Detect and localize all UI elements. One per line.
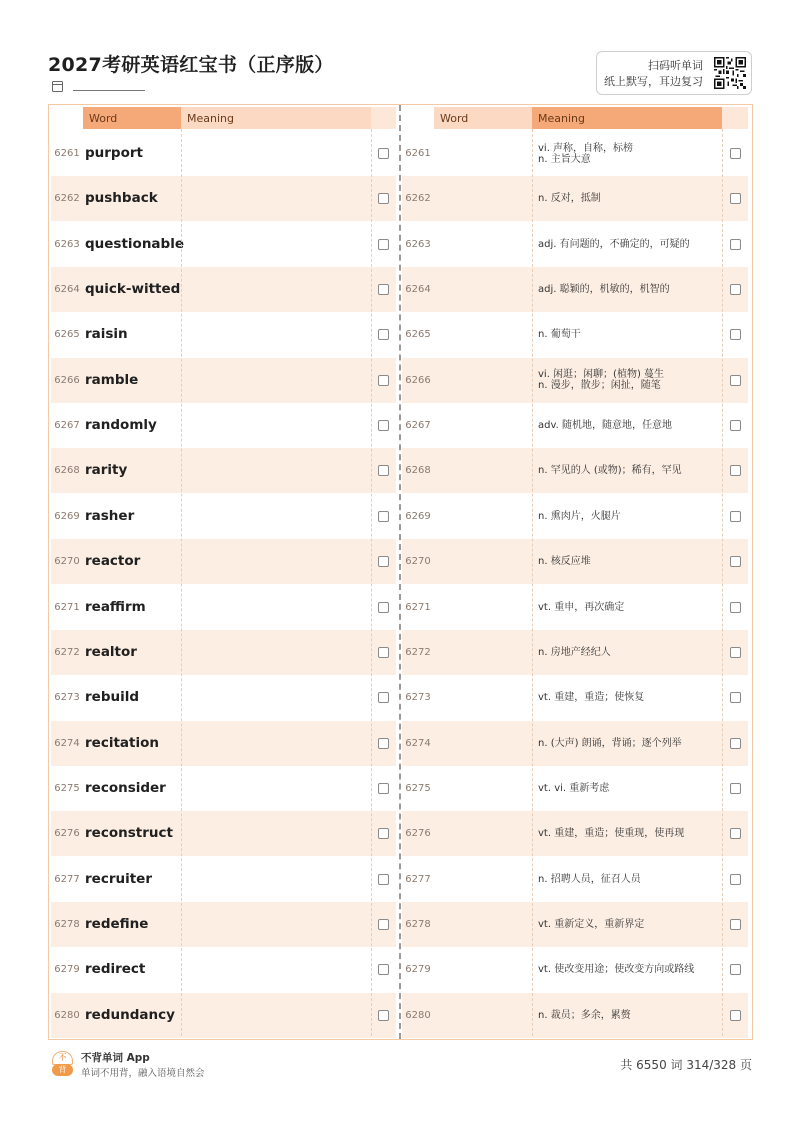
word-blank[interactable] bbox=[434, 403, 532, 448]
word-blank[interactable] bbox=[434, 675, 532, 720]
meaning-text: vt. 重申，再次确定 bbox=[538, 601, 625, 613]
table-row bbox=[51, 993, 396, 1038]
column-separator bbox=[532, 129, 533, 1036]
meaning-text: vt. 使改变用途；使改变方向或路线 bbox=[538, 964, 695, 976]
row-checkbox[interactable] bbox=[730, 329, 741, 340]
word-blank[interactable] bbox=[434, 267, 532, 312]
word-text: reconstruct bbox=[85, 825, 173, 842]
row-number: 6270 bbox=[54, 556, 80, 568]
word-blank[interactable] bbox=[434, 857, 532, 902]
meaning-blank[interactable] bbox=[181, 448, 371, 493]
table-row bbox=[51, 222, 396, 267]
table-row bbox=[402, 448, 748, 493]
word-blank[interactable] bbox=[434, 721, 532, 766]
row-number: 6267 bbox=[405, 420, 431, 432]
meaning-text: n. 罕见的人 (或物)；稀有，罕见 bbox=[538, 465, 682, 477]
row-number: 6275 bbox=[54, 782, 80, 794]
row-number: 6274 bbox=[54, 737, 80, 749]
meaning-blank[interactable] bbox=[181, 222, 371, 267]
table-row bbox=[51, 585, 396, 630]
row-checkbox[interactable] bbox=[378, 420, 389, 431]
row-checkbox[interactable] bbox=[730, 647, 741, 658]
word-column-panel bbox=[51, 105, 396, 1039]
table-row bbox=[402, 902, 748, 947]
meaning-blank[interactable] bbox=[181, 675, 371, 720]
qr-panel bbox=[596, 51, 752, 95]
table-row bbox=[51, 267, 396, 312]
meaning-text: vi. 声称，自称，标榜 n. 主旨大意 bbox=[538, 142, 634, 165]
word-blank[interactable] bbox=[434, 630, 532, 675]
meaning-text: n. 反对，抵制 bbox=[538, 193, 601, 205]
word-text: reconsider bbox=[85, 779, 166, 796]
row-checkbox[interactable] bbox=[378, 647, 389, 658]
page-title: 2027考研英语红宝书（正序版） bbox=[48, 54, 334, 76]
row-checkbox[interactable] bbox=[378, 239, 389, 250]
row-checkbox[interactable] bbox=[378, 284, 389, 295]
table-row bbox=[402, 358, 748, 403]
row-checkbox[interactable] bbox=[730, 193, 741, 204]
header-word: Word bbox=[83, 107, 181, 129]
row-number: 6280 bbox=[405, 1009, 431, 1021]
row-checkbox[interactable] bbox=[378, 783, 389, 794]
row-number: 6271 bbox=[54, 601, 80, 613]
qr-line-2: 纸上默写，耳边复习 bbox=[604, 75, 703, 88]
row-checkbox[interactable] bbox=[730, 919, 741, 930]
word-text: rasher bbox=[85, 507, 135, 524]
row-number: 6261 bbox=[54, 148, 80, 159]
fold-divider bbox=[399, 105, 401, 1039]
table-row bbox=[51, 947, 396, 992]
word-blank[interactable] bbox=[434, 902, 532, 947]
word-table bbox=[48, 104, 753, 1040]
row-checkbox[interactable] bbox=[378, 828, 389, 839]
table-row bbox=[402, 766, 748, 811]
word-blank[interactable] bbox=[434, 358, 532, 403]
word-blank[interactable] bbox=[434, 585, 532, 630]
row-checkbox[interactable] bbox=[730, 692, 741, 703]
word-text: ramble bbox=[85, 371, 139, 388]
qr-line-1: 扫码听单词 bbox=[648, 59, 703, 72]
row-checkbox[interactable] bbox=[730, 602, 741, 613]
table-row bbox=[402, 494, 748, 539]
table-row bbox=[402, 675, 748, 720]
table-row bbox=[51, 857, 396, 902]
row-checkbox[interactable] bbox=[730, 284, 741, 295]
meaning-text: adj. 聪颖的，机敏的，机智的 bbox=[538, 284, 670, 296]
row-number: 6263 bbox=[54, 238, 80, 250]
row-checkbox[interactable] bbox=[378, 148, 389, 159]
date-blank-line[interactable] bbox=[73, 82, 145, 91]
column-separator bbox=[722, 129, 723, 1036]
row-number: 6265 bbox=[405, 329, 431, 341]
row-checkbox[interactable] bbox=[730, 511, 741, 522]
row-number: 6270 bbox=[405, 556, 431, 568]
meaning-text: n. 葡萄干 bbox=[538, 329, 581, 341]
row-checkbox[interactable] bbox=[378, 465, 389, 476]
date-field[interactable] bbox=[52, 81, 145, 92]
row-checkbox[interactable] bbox=[378, 738, 389, 749]
row-number: 6277 bbox=[54, 873, 80, 885]
meaning-blank[interactable] bbox=[181, 766, 371, 811]
meaning-text: adv. 随机地，随意地，任意地 bbox=[538, 420, 672, 432]
table-row bbox=[402, 811, 748, 856]
row-number: 6272 bbox=[54, 646, 80, 658]
row-number: 6262 bbox=[405, 193, 431, 205]
row-checkbox[interactable] bbox=[730, 375, 741, 386]
word-text: redirect bbox=[85, 961, 146, 978]
meaning-text: n. 招聘人员，征召人员 bbox=[538, 873, 641, 885]
table-row bbox=[402, 585, 748, 630]
table-row bbox=[51, 403, 396, 448]
row-checkbox[interactable] bbox=[730, 420, 741, 431]
row-number: 6266 bbox=[54, 374, 80, 386]
page-info: 共 6550 词 314/328 页 bbox=[620, 1058, 752, 1072]
meaning-blank[interactable] bbox=[181, 358, 371, 403]
word-blank[interactable] bbox=[434, 176, 532, 221]
table-row bbox=[51, 721, 396, 766]
meaning-blank[interactable] bbox=[181, 630, 371, 675]
word-text: redefine bbox=[85, 915, 149, 932]
column-separator bbox=[371, 129, 372, 1036]
row-number: 6265 bbox=[54, 329, 80, 341]
row-number: 6279 bbox=[405, 964, 431, 976]
meaning-text: n. 熏肉片，火腿片 bbox=[538, 510, 621, 522]
word-blank[interactable] bbox=[434, 494, 532, 539]
word-blank[interactable] bbox=[434, 811, 532, 856]
table-row bbox=[402, 947, 748, 992]
word-text: rebuild bbox=[85, 689, 140, 706]
table-row bbox=[402, 222, 748, 267]
word-text: reaffirm bbox=[85, 598, 146, 615]
meaning-blank[interactable] bbox=[181, 811, 371, 856]
row-number: 6269 bbox=[54, 510, 80, 522]
header-check bbox=[371, 107, 396, 129]
qr-text bbox=[604, 58, 703, 90]
meaning-blank[interactable] bbox=[181, 585, 371, 630]
app-name: 不背单词 App bbox=[81, 1052, 150, 1064]
word-text: pushback bbox=[85, 190, 158, 207]
row-checkbox[interactable] bbox=[730, 148, 741, 159]
table-row bbox=[51, 358, 396, 403]
row-number: 6268 bbox=[405, 465, 431, 477]
column-separator bbox=[181, 129, 182, 1036]
row-number: 6276 bbox=[54, 828, 80, 840]
row-checkbox[interactable] bbox=[378, 874, 389, 885]
row-number: 6278 bbox=[405, 918, 431, 930]
row-number: 6278 bbox=[54, 918, 80, 930]
row-checkbox[interactable] bbox=[730, 465, 741, 476]
word-blank[interactable] bbox=[434, 766, 532, 811]
table-row bbox=[402, 403, 748, 448]
header-meaning: Meaning bbox=[181, 107, 371, 129]
row-number: 6264 bbox=[405, 284, 431, 296]
row-checkbox[interactable] bbox=[378, 919, 389, 930]
meaning-blank[interactable] bbox=[181, 947, 371, 992]
meaning-blank[interactable] bbox=[181, 312, 371, 357]
app-slogan: 单词不用背，融入语境自然会 bbox=[81, 1068, 205, 1079]
row-checkbox[interactable] bbox=[730, 738, 741, 749]
row-number: 6274 bbox=[405, 737, 431, 749]
meaning-blank[interactable] bbox=[181, 267, 371, 312]
meaning-text: n. 核反应堆 bbox=[538, 556, 591, 568]
table-row bbox=[402, 267, 748, 312]
row-number: 6277 bbox=[405, 873, 431, 885]
row-checkbox[interactable] bbox=[378, 329, 389, 340]
row-number: 6263 bbox=[405, 238, 431, 250]
table-row bbox=[51, 675, 396, 720]
meaning-blank[interactable] bbox=[181, 403, 371, 448]
qr-code-icon[interactable] bbox=[714, 57, 746, 89]
meaning-text: vt. 重新定义，重新界定 bbox=[538, 918, 645, 930]
row-number: 6273 bbox=[405, 692, 431, 704]
meaning-blank[interactable] bbox=[181, 176, 371, 221]
row-number: 6267 bbox=[54, 420, 80, 432]
header-meaning: Meaning bbox=[532, 107, 722, 129]
table-row bbox=[51, 448, 396, 493]
row-number: 6271 bbox=[405, 601, 431, 613]
row-checkbox[interactable] bbox=[378, 556, 389, 567]
word-blank[interactable] bbox=[434, 131, 532, 176]
table-row bbox=[402, 993, 748, 1038]
meaning-blank[interactable] bbox=[181, 902, 371, 947]
row-number: 6269 bbox=[405, 510, 431, 522]
word-text: quick-witted bbox=[85, 281, 181, 298]
table-row bbox=[402, 312, 748, 357]
word-text: recruiter bbox=[85, 870, 152, 887]
word-text: realtor bbox=[85, 643, 137, 660]
word-text: redundancy bbox=[85, 1006, 175, 1023]
word-blank[interactable] bbox=[434, 993, 532, 1038]
row-checkbox[interactable] bbox=[378, 193, 389, 204]
meaning-text: n. 房地产经纪人 bbox=[538, 646, 611, 658]
table-row bbox=[51, 131, 396, 176]
calendar-icon bbox=[52, 81, 63, 92]
row-number: 6266 bbox=[405, 374, 431, 386]
meaning-blank[interactable] bbox=[181, 993, 371, 1038]
table-row bbox=[51, 630, 396, 675]
meaning-text: vt. 重建，重造；使恢复 bbox=[538, 692, 645, 704]
table-row bbox=[51, 766, 396, 811]
word-blank[interactable] bbox=[434, 947, 532, 992]
table-row bbox=[402, 721, 748, 766]
meaning-blank[interactable] bbox=[181, 721, 371, 766]
table-row bbox=[402, 630, 748, 675]
table-row bbox=[402, 539, 748, 584]
meaning-text: n. (大声) 朗诵，背诵；逐个列举 bbox=[538, 737, 682, 749]
row-checkbox[interactable] bbox=[378, 602, 389, 613]
word-text: questionable bbox=[85, 235, 184, 252]
row-number: 6276 bbox=[405, 828, 431, 840]
word-text: reactor bbox=[85, 553, 141, 570]
word-blank[interactable] bbox=[434, 222, 532, 267]
table-row bbox=[51, 902, 396, 947]
header-word: Word bbox=[434, 107, 532, 129]
table-row bbox=[402, 176, 748, 221]
word-text: raisin bbox=[85, 326, 128, 343]
meaning-text: vi. 闲逛；闲聊；(植物) 蔓生 n. 漫步，散步；闲扯，随笔 bbox=[538, 369, 665, 392]
row-checkbox[interactable] bbox=[730, 964, 741, 975]
table-row bbox=[402, 131, 748, 176]
word-text: recitation bbox=[85, 734, 159, 751]
row-checkbox[interactable] bbox=[378, 511, 389, 522]
row-number: 6262 bbox=[54, 193, 80, 205]
table-row bbox=[402, 857, 748, 902]
row-number: 6261 bbox=[405, 148, 431, 159]
meaning-blank[interactable] bbox=[181, 494, 371, 539]
row-checkbox[interactable] bbox=[730, 874, 741, 885]
table-row bbox=[51, 176, 396, 221]
row-number: 6272 bbox=[405, 646, 431, 658]
row-number: 6273 bbox=[54, 692, 80, 704]
table-row bbox=[51, 312, 396, 357]
row-checkbox[interactable] bbox=[378, 1010, 389, 1021]
row-number: 6264 bbox=[54, 284, 80, 296]
row-checkbox[interactable] bbox=[730, 1010, 741, 1021]
row-checkbox[interactable] bbox=[730, 783, 741, 794]
table-row bbox=[51, 494, 396, 539]
row-number: 6279 bbox=[54, 964, 80, 976]
word-table-header bbox=[51, 107, 396, 129]
row-checkbox[interactable] bbox=[378, 692, 389, 703]
meaning-text: vt. vi. 重新考虑 bbox=[538, 782, 610, 794]
word-text: randomly bbox=[85, 417, 157, 434]
word-text: rarity bbox=[85, 462, 128, 479]
row-number: 6280 bbox=[54, 1009, 80, 1021]
meaning-text: vt. 重建，重造；使重现，使再现 bbox=[538, 828, 685, 840]
meaning-blank[interactable] bbox=[181, 539, 371, 584]
header-check bbox=[722, 107, 748, 129]
word-blank[interactable] bbox=[434, 312, 532, 357]
row-checkbox[interactable] bbox=[378, 964, 389, 975]
table-row bbox=[51, 811, 396, 856]
meaning-text: adj. 有问题的，不确定的，可疑的 bbox=[538, 238, 690, 250]
row-checkbox[interactable] bbox=[730, 556, 741, 567]
meaning-column-panel bbox=[402, 105, 748, 1039]
meaning-blank[interactable] bbox=[181, 857, 371, 902]
logo-bottom-char: 背 bbox=[52, 1064, 73, 1076]
meaning-text: n. 裁员；多余，累赘 bbox=[538, 1009, 631, 1021]
word-blank[interactable] bbox=[434, 539, 532, 584]
row-number: 6275 bbox=[405, 782, 431, 794]
word-text: purport bbox=[85, 145, 143, 161]
app-logo bbox=[52, 1051, 71, 1076]
row-number: 6268 bbox=[54, 465, 80, 477]
word-blank[interactable] bbox=[434, 448, 532, 493]
meaning-blank[interactable] bbox=[181, 131, 371, 176]
row-checkbox[interactable] bbox=[378, 375, 389, 386]
meaning-table-header bbox=[402, 107, 748, 129]
logo-top-char: 不 bbox=[52, 1051, 73, 1065]
row-checkbox[interactable] bbox=[730, 828, 741, 839]
row-checkbox[interactable] bbox=[730, 239, 741, 250]
table-row bbox=[51, 539, 396, 584]
